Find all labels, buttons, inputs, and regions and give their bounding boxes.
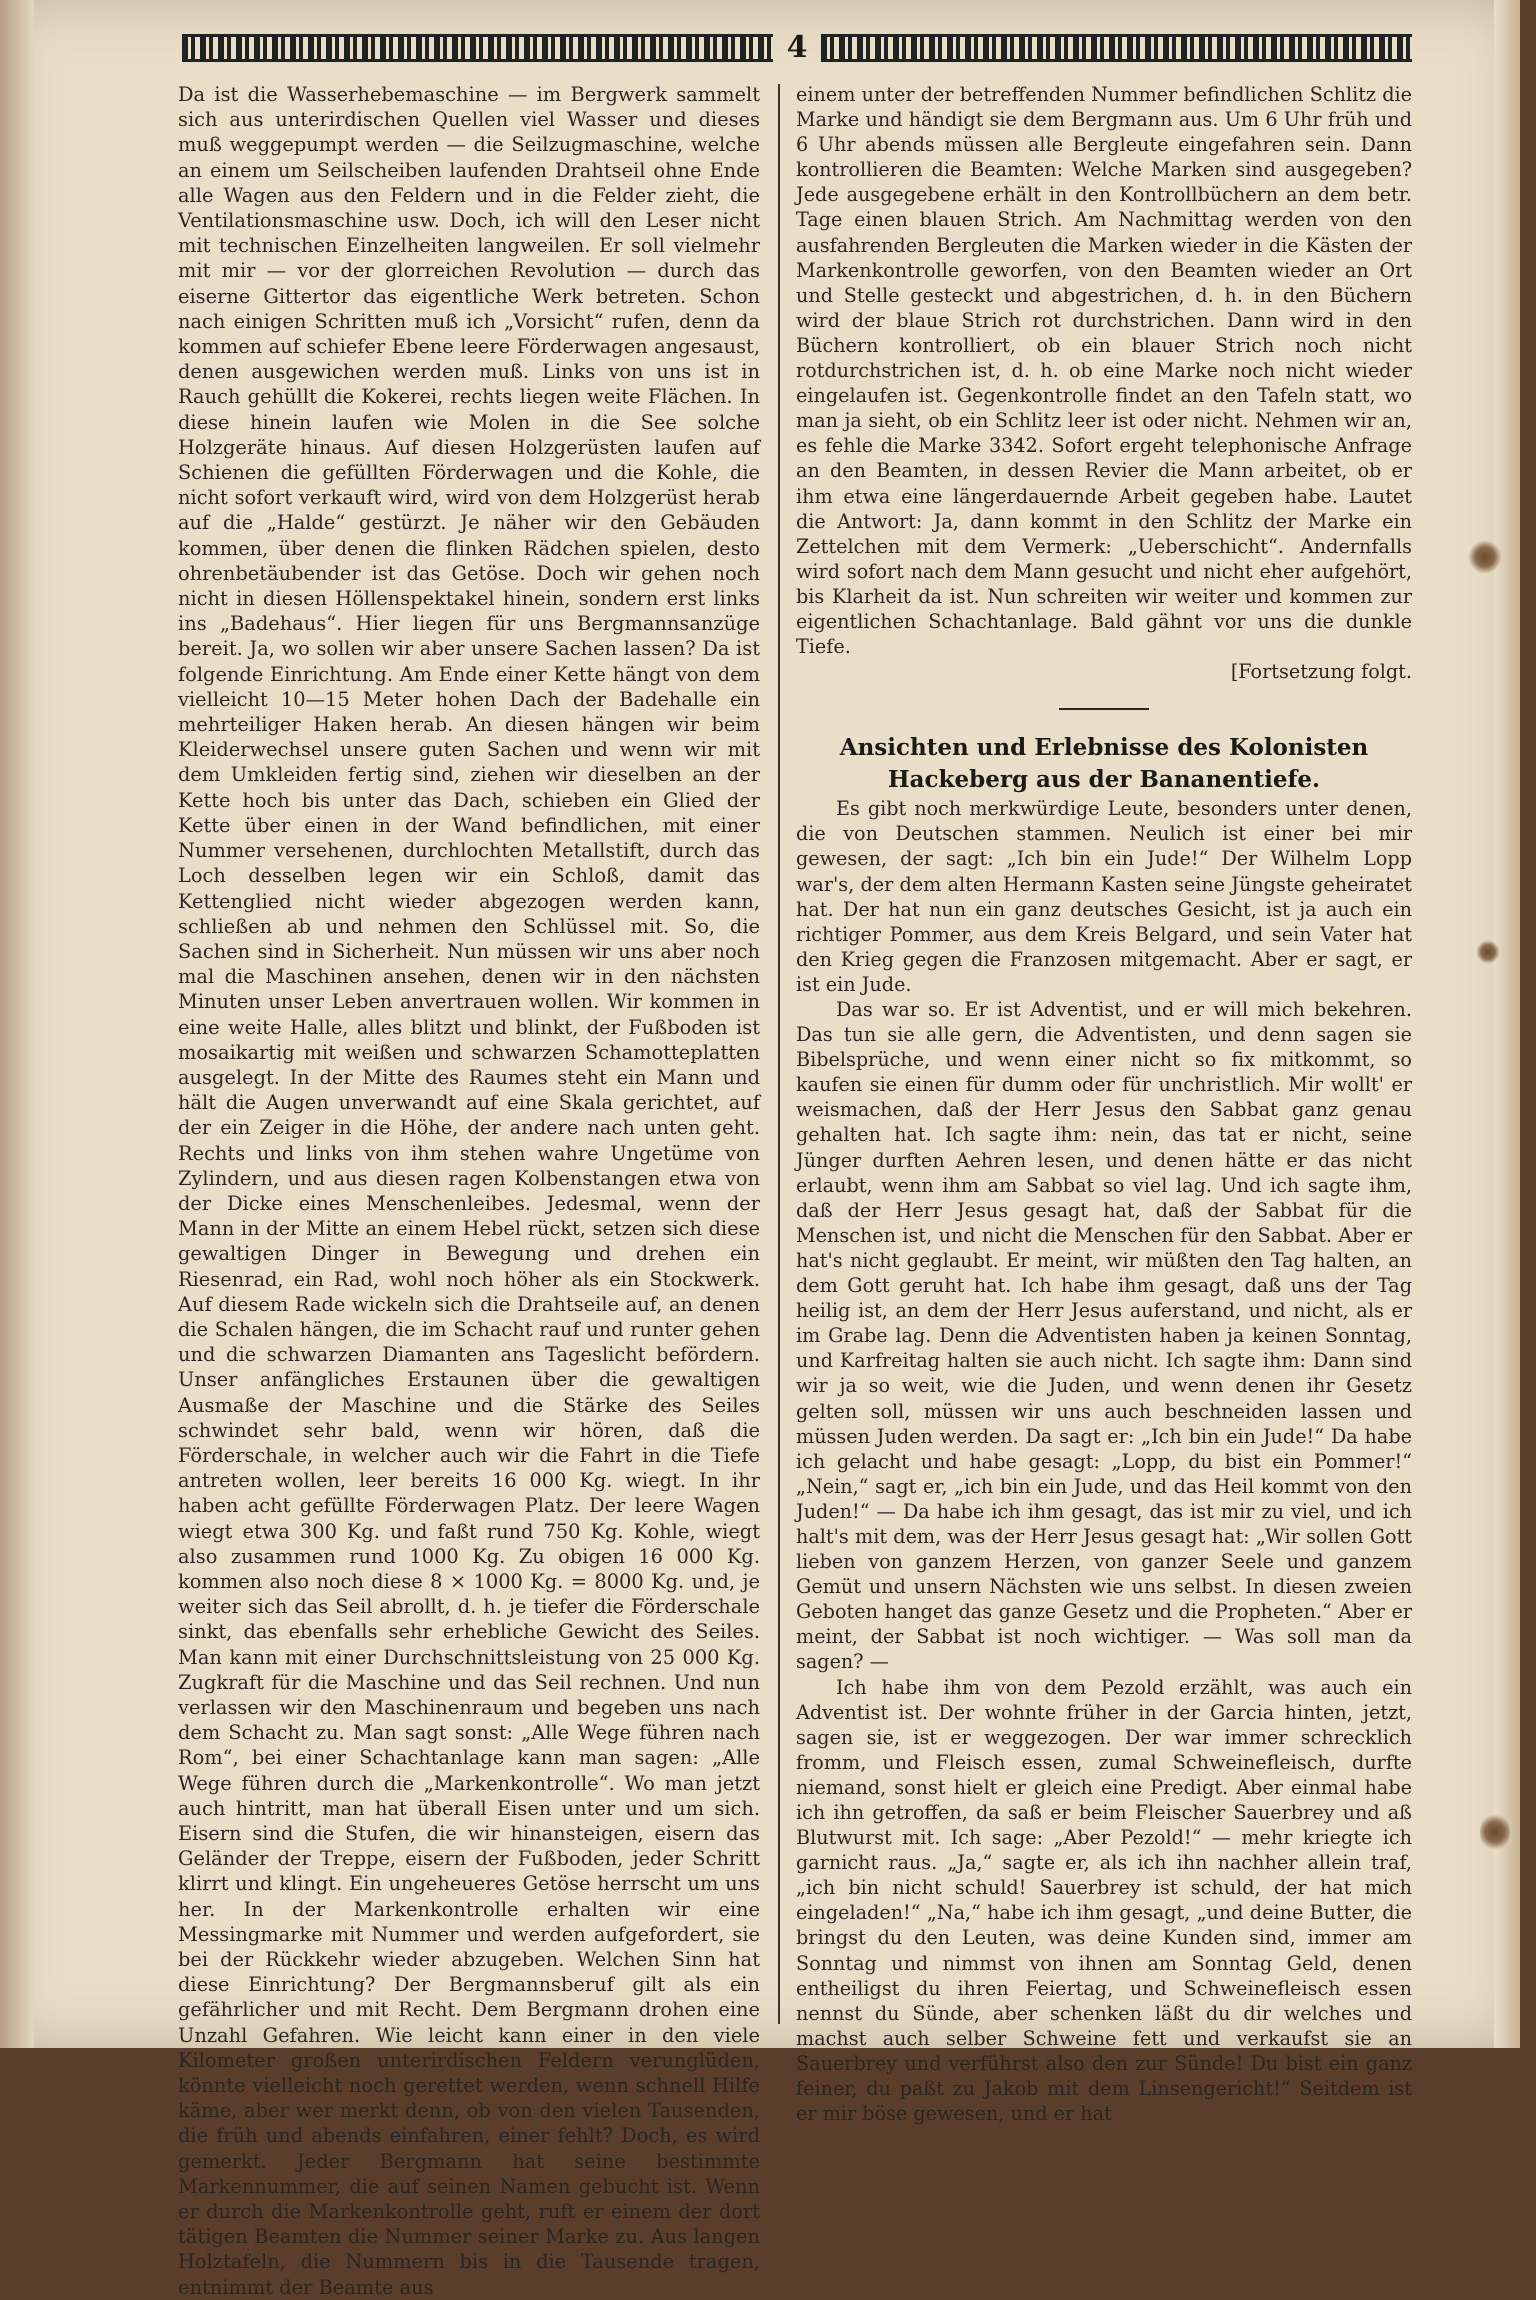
paper-damage-mark	[1476, 940, 1500, 964]
article-paragraph: Es gibt noch merkwürdige Leute, besonders unter denen, die von Deutschen stammen. Neulich ist einer bei mir gewesen, der sagt: „Ich bin ein Jude!“ Der Wilhelm Lopp war's, der dem alten Hermann Kasten seine Jüngste geheiratet hat. Der hat nun ein ganz deutsches Gesicht, ist ja auch ein richtiger Pommer, aus dem Kreis Belgard, und sein Vater hat den Krieg gegen die Franzosen mitgemacht. Aber er sagt, er ist ein Jude.	[796, 797, 1412, 996]
article-headline: Ansichten und Erlebnisse des Kolonisten Hackeberg aus der Bananentiefe.	[839, 734, 1369, 794]
ornamental-border-left	[182, 34, 773, 62]
page-edge-shadow	[0, 0, 34, 2048]
left-column	[178, 82, 760, 2300]
article-paragraph: Das war so. Er ist Adventist, und er will mich bekehren. Das tun sie alle gern, die Adventisten, und denn sagen sie Bibelsprüche, und wenn einer nicht so fix mitkommt, so kaufen sie einen für dumm oder für unchristlich. Mir wollt' er weismachen, daß der Herr Jesus den Sabbat ganz genau gehalten hat. Ich sagte ihm: nein, das tat er nicht, seine Jünger durften Aehren lesen, und denen hätte er das nicht erlaubt, wenn ihm am Sabbat so viel lag. Und ich sagte ihm, daß der Herr Jesus gesagt hat, daß der Sabbat für die Menschen ist, und nicht die Menschen für den Sabbat. Aber er hat's nicht geglaubt. Er meint, wir müßten den Tag halten, an dem Gott geruht hat. Ich habe ihm gesagt, daß uns der Tag heilig ist, an dem der Herr Jesus auferstand, und nicht, als er im Grabe lag. Denn die Adventisten haben ja keinen Sonntag, und Karfreitag halten sie auch nicht. Ich sagte ihm: Dann sind wir ja so weit, wie die Juden, und wenn denen ihr Gesetz gelten soll, müssen wir uns auch beschneiden lassen und müssen Juden werden. Da sagt er: „Ich bin ein Jude!“ Da habe ich gelacht und habe gesagt: „Lopp, du bist ein Pommer!“ „Nein,“ sagt er, „ich bin ein Jude, und das Heil kommt von den Juden!“ — Da habe ich ihm gesagt, das ist mir zu viel, und ich halt's mit dem, was der Herr Jesus gesagt hat: „Wir sollen Gott lieben von ganzem Herzen, von ganzer Seele und ganzem Gemüt und unsern Nächsten wie uns selbst. In diesen zweien Geboten hanget das ganze Gesetz und die Propheten.“ Aber er meint, der Sabbat ist noch wichtiger. — Was soll man da sagen? —	[796, 998, 1412, 1674]
column-divider	[778, 84, 780, 2024]
page-number: 4	[786, 30, 808, 65]
article-continued-text-end: einem unter der betreffenden Nummer befindlichen Schlitz die Marke und händigt sie dem Bergmann aus. Um 6 Uhr früh und 6 Uhr abends müssen alle Bergleute eingefahren sein. Dann kontrollieren die Beamten: Welche Marken sind ausgegeben? Jede ausgegebene erhält in den Kontrollbüchern an dem betr. Tage einen blauen Strich. Am Nachmittag werden von den ausfahrenden Bergleuten die Marken wieder in die Kästen der Markenkontrolle geworfen, von den Beamten wieder an Ort und Stelle gesteckt und abgestrichen, d. h. in den Büchern wird der blaue Strich rot durchstrichen. Dann wird in den Büchern kontrolliert, ob ein blauer Strich noch nicht rotdurchstrichen ist, d. h. ob eine Marke noch nicht wieder eingelaufen ist. Gegenkontrolle findet an den Tafeln statt, wo man ja sieht, ob ein Schlitz leer ist oder nicht. Nehmen wir an, es fehle die Marke 3342. Sofort ergeht telephonische Anfrage an den Beamten, in dessen Revier die Mann arbeitet, ob er ihm etwa eine längerdauernde Arbeit gegeben habe. Lautet die Antwort: Ja, dann kommt in den Schlitz der Marke ein Zettelchen mit dem Vermerk: „Ueberschicht“. Andernfalls wird sofort nach dem Mann gesucht und nicht eher aufgehört, bis Klarheit da ist. Nun schreiten wir weiter und kommen zur eigentlichen Schachtanlage. Bald gähnt vor uns die dunkle Tiefe.	[796, 83, 1412, 659]
continuation-note: [Fortsetzung folgt.	[1230, 660, 1412, 684]
article-paragraph: Ich habe ihm von dem Pezold erzählt, was auch ein Adventist ist. Der wohnte früher in der Garcia hinten, jetzt, sagen sie, ist er weggezogen. Der war immer schrecklich fromm, und Fleisch essen, zumal Schweinefleisch, durfte niemand, sonst hielt er gleich eine Predigt. Aber einmal habe ich ihn getroffen, da saß er beim Fleischer Sauerbrey und aß Blutwurst mit. Ich sage: „Aber Pezold!“ — mehr kriegte ich garnicht raus. „Ja,“ sagte er, als ich ihn nachher allein traf, „ich bin nicht schuld! Sauerbrey ist schuld, der hat mich eingeladen!“ „Na,“ habe ich ihm gesagt, „und deine Butter, die bringst du den Leuten, was deine Kunden sind, immer am Sonntag und nimmst von ihnen am Sonntag Geld, denen entheiligst du ihren Feiertag, und Schweinefleisch essen nennst du Sünde, aber schenken läßt du dir welches und machst auch selber Schweine fett und verkaufst sie an Sauerbrey und verführst also den zur Sünde! Du bist ein ganz feiner, du paßt zu Jakob mit dem Linsengericht!“ Seitdem ist er mir böse gewesen, und er hat	[796, 1675, 1412, 2126]
ornamental-border-right	[821, 34, 1412, 62]
page-edge-right	[1494, 0, 1520, 2048]
page-header	[182, 30, 1412, 66]
section-rule	[1059, 708, 1149, 710]
paper-damage-mark	[1480, 1812, 1510, 1852]
article-continued-text: Da ist die Wasserhebemaschine — im Bergwerk sammelt sich aus unterirdischen Quellen viel Wasser und dieses muß weggepumpt werden — die Seilzugmaschine, welche an einem um Seilscheiben laufenden Drahtseil ohne Ende alle Wagen aus den Feldern und in die Felder zieht, die Ventilationsmaschine usw. Doch, ich will den Leser nicht mit technischen Einzelheiten langweilen. Er soll vielmehr mit mir — vor der glorreichen Revolution — durch das eiserne Gittertor das eigentliche Werk betreten. Schon nach einigen Schritten muß ich „Vorsicht“ rufen, denn da kommen auf schiefer Ebene leere Förderwagen angesaust, denen ausgewichen werden muß. Links von uns ist in Rauch gehüllt die Kokerei, rechts liegen weite Flächen. In diese hinein laufen wie Molen in die See solche Holzgeräte hinaus. Auf diesen Holzgerüsten laufen auf Schienen die gefüllten Förderwagen und die Kohle, die nicht sofort verkauft wird, wird von dem Holzgerüst herab auf die „Halde“ gestürzt. Je näher wir den Gebäuden kommen, über denen die flinken Rädchen spielen, desto ohrenbetäubender ist das Getöse. Doch wir gehen noch nicht in diesen Höllenspektakel hinein, sondern erst links ins „Badehaus“. Hier liegen für uns Bergmannsanzüge bereit. Ja, wo sollen wir aber unsere Sachen lassen? Da ist folgende Einrichtung. Am Ende einer Kette hängt von dem vielleicht 10—15 Meter hohen Dach der Badehalle ein mehrteiliger Haken herab. An diesen hängen wir beim Kleiderwechsel unsere guten Sachen und wenn wir mit dem Umkleiden fertig sind, ziehen wir dieselben an der Kette hoch bis unter das Dach, schieben ein Glied der Kette über einen in der Wand befindlichen, mit einer Nummer versehenen, durchlochten Metallstift, durch das Loch desselben legen wir ein Schloß, damit das Kettenglied nicht wieder abgezogen werden kann, schließen ab und nehmen den Schlüssel mit. So, die Sachen sind in Sicherheit. Nun müssen wir uns aber noch mal die Maschinen ansehen, denen wir in den nächsten Minuten unser Leben anvertrauen wollen. Wir kommen in eine weite Halle, alles blitzt und blinkt, der Fußboden ist mosaikartig mit weißen und schwarzen Schamotteplatten ausgelegt. In der Mitte des Raumes steht ein Mann und hält die Augen unverwandt auf eine Skala gerichtet, auf der ein Zeiger in die Höhe, der andere nach unten geht. Rechts und links von ihm stehen wahre Ungetüme von Zylindern, und aus diesen ragen Kolbenstangen etwa von der Dicke eines Menschenleibes. Jedesmal, wenn der Mann in der Mitte an einem Hebel rückt, setzen sich diese gewaltigen Dinger in Bewegung und drehen ein Riesenrad, ein Rad, wohl noch höher als ein Stockwerk. Auf diesem Rade wickeln sich die Drahtseile auf, an denen die Schalen hängen, die im Schacht rauf und runter gehen und die schwarzen Diamanten ans Tageslicht befördern. Unser anfängliches Erstaunen über die gewaltigen Ausmaße der Maschine und die Stärke des Seiles schwindet sehr bald, wenn wir hören, daß die Förderschale, in welcher auch wir die Fahrt in die Tiefe antreten wollen, leer bereits 16 000 Kg. wiegt. In ihr haben acht gefüllte Förderwagen Platz. Der leere Wagen wiegt etwa 300 Kg. und faßt rund 750 Kg. Kohle, wiegt also zusammen rund 1000 Kg. Zu obigen 16 000 Kg. kommen also noch diese 8 × 1000 Kg. = 8000 Kg. und, je weiter sich das Seil abrollt, d. h. je tiefer die Förderschale sinkt, das ebenfalls sehr erhebliche Gewicht des Seiles. Man kann mit einer Durchschnittsleistung von 25 000 Kg. Zugkraft für die Maschine und das Seil rechnen. Und nun verlassen wir den Maschinenraum und begeben uns nach dem Schacht zu. Man sagt sonst: „Alle Wege führen nach Rom“, bei einer Schachtanlage kann man sagen: „Alle Wege führen durch die „Markenkontrolle“. Wo man jetzt auch hintritt, man hat überall Eisen unter und um sich. Eisern sind die Stufen, die wir hinansteigen, eisern das Geländer der Treppe, eisern der Fußboden, jeder Schritt klirrt und klingt. Ein ungeheueres Getöse herrscht um uns her. In der Markenkontrolle erhalten wir eine Messingmarke mit Nummer und werden aufgefordert, sie bei der Rückkehr wieder abzugeben. Welchen Sinn hat diese Einrichtung? Der Bergmannsberuf gilt als ein gefährlicher und mit Recht. Dem Bergmann drohen eine Unzahl Gefahren. Wie leicht kann einer in den viele Kilometer großen unterirdischen Feldern verunglüden, könnte vielleicht noch gerettet werden, wenn schnell Hilfe käme, aber wer merkt denn, ob von den vielen Tausenden, die früh und abends einfahren, einer fehlt? Doch, es wird gemerkt. Jeder Bergmann hat seine bestimmte Markennummer, die auf seinen Namen gebucht ist. Wenn er durch die Markenkontrolle geht, ruft er einem der dort tätigen Beamten die Nummer seiner Marke zu. Aus langen Holztafeln, die Nummern bis in die Tausende tragen, entnimmt der Beamte aus	[178, 83, 760, 2299]
right-column	[796, 82, 1412, 2126]
paper-damage-mark	[1468, 540, 1502, 574]
